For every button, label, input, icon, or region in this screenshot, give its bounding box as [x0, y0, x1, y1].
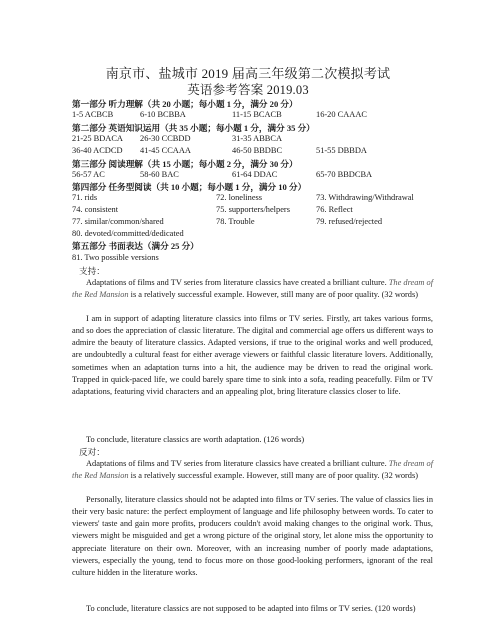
support-label: 支持：	[79, 266, 105, 276]
support-p1-book-title: The dream of the Red Mansion	[72, 278, 434, 300]
oppose-paragraph-1	[72, 458, 433, 482]
answer-item: 72. loneliness	[216, 193, 263, 202]
answer-item: 79. refused/rejected	[316, 217, 383, 226]
oppose-label: 反对：	[79, 447, 105, 457]
section-writing-heading: 第五部分 书面表达（满分 25 分）	[72, 241, 199, 251]
oppose-p1-text-b: is a relatively successful example. However, still many are of poor quality. (32 words)	[128, 471, 418, 481]
answer-item: 73. Withdrawing/Withdrawal	[316, 193, 414, 202]
answer-item: 76. Reflect	[316, 205, 353, 214]
answer-item: 80. devoted/committed/dedicated	[72, 229, 184, 238]
answer-group: 65-70 BBDCBA	[316, 170, 373, 179]
page-title: 南京市、盐城市 2019 届高三年级第二次模拟考试	[105, 66, 391, 81]
answer-group: 21-25 BDACA	[72, 134, 123, 143]
writing-intro-text: 81. Two possible versions	[72, 253, 159, 262]
answer-item: 75. supporters/helpers	[216, 205, 290, 214]
answer-group: 26-30 CCBDD	[140, 134, 191, 143]
answer-group: 1-5 ACBCB	[72, 110, 114, 119]
section-task-reading-heading: 第四部分 任务型阅读（共 10 小题；每小题 1 分，满分 10 分）	[72, 182, 307, 192]
answer-group: 61-64 DDAC	[232, 170, 278, 179]
answer-group: 41-45 CCAAA	[140, 146, 191, 155]
support-paragraph-1	[72, 277, 433, 301]
section-knowledge-heading: 第二部分 英语知识运用（共 35 小题；每小题 1 分，满分 35 分）	[72, 123, 315, 133]
oppose-p1-text-a: Adaptations of films and TV series from literature classics have created a brilliant culture.	[86, 459, 389, 468]
answer-item: 78. Trouble	[216, 217, 255, 226]
answer-group: 36-40 ACDCD	[72, 146, 123, 155]
answer-item: 71. rids	[72, 193, 98, 202]
section-listening-heading: 第一部分 听力理解（共 20 小题；每小题 1 分，满分 20 分）	[72, 99, 298, 109]
answer-group: 51-55 DBBDA	[316, 146, 367, 155]
support-paragraph-3: To conclude, literature classics are worth adaptation. (126 words)	[86, 435, 305, 444]
oppose-paragraph-2: Personally, literature classics should not be adapted into films or TV series. The value of classics lies in their very basic nature: the perfect employment of language and life philosophy between words. To cater to viewers' taste and gain more profits, producers couldn't avoid making changes to the original work. Thus, viewers might be misguided and get a wrong picture of the original story, let alone miss the opportunity to appreciate literature on their own. Moreover, with an increasing number of poorly made adaptations, viewers, especially the young, tend to focus more on those good-looking performers, ignorant of the real culture hidden in the literature works.	[72, 495, 433, 577]
answer-group: 31-35 ABBCA	[232, 134, 283, 143]
answer-item: 77. similar/common/shared	[72, 217, 164, 226]
support-paragraph-2: I am in support of adapting literature classics into films or TV series. Firstly, art takes various forms, and so does the appreciation of classic literature. The digital and commercial age offers us different ways to admire the beauty of literature classics. Adapted versions, if true to the original works and well produced, are undoubtedly a cultural feast for either average viewers or faithful classic literature lovers. Additionally, sometimes when an adaptation turns into a hit, the audience may be driven to read the original work. Trapped in quick-paced life, we could barely spare time to sink into a sofa, reading peacefully. Film or TV adaptations, featuring vivid characters and an appealing plot, bring literature classics closer to life.	[72, 314, 433, 396]
answer-group: 11-15 BCACB	[232, 110, 282, 119]
support-p1-text-b: is a relatively successful example. However, still many are of poor quality. (32 words)	[128, 290, 418, 300]
answer-group: 16-20 CAAAC	[316, 110, 367, 119]
section-reading-heading: 第三部分 阅读理解（共 15 小题；每小题 2 分，满分 30 分）	[72, 159, 298, 169]
support-p1-text-a: Adaptations of films and TV series from literature classics have created a brilliant culture.	[86, 278, 389, 287]
answer-group: 58-60 BAC	[140, 170, 179, 179]
page-subtitle: 英语参考答案 2019.03	[187, 83, 309, 97]
oppose-p1-book-title: The dream of the Red Mansion	[72, 459, 434, 481]
oppose-paragraph-3: To conclude, literature classics are not supposed to be adapted into films or TV series. (120 words)	[86, 604, 416, 613]
answer-group: 6-10 BCBBA	[140, 110, 186, 119]
answer-group: 56-57 AC	[72, 170, 105, 179]
answer-item: 74. consistent	[72, 205, 119, 214]
answer-group: 46-50 BBDBC	[232, 146, 283, 155]
